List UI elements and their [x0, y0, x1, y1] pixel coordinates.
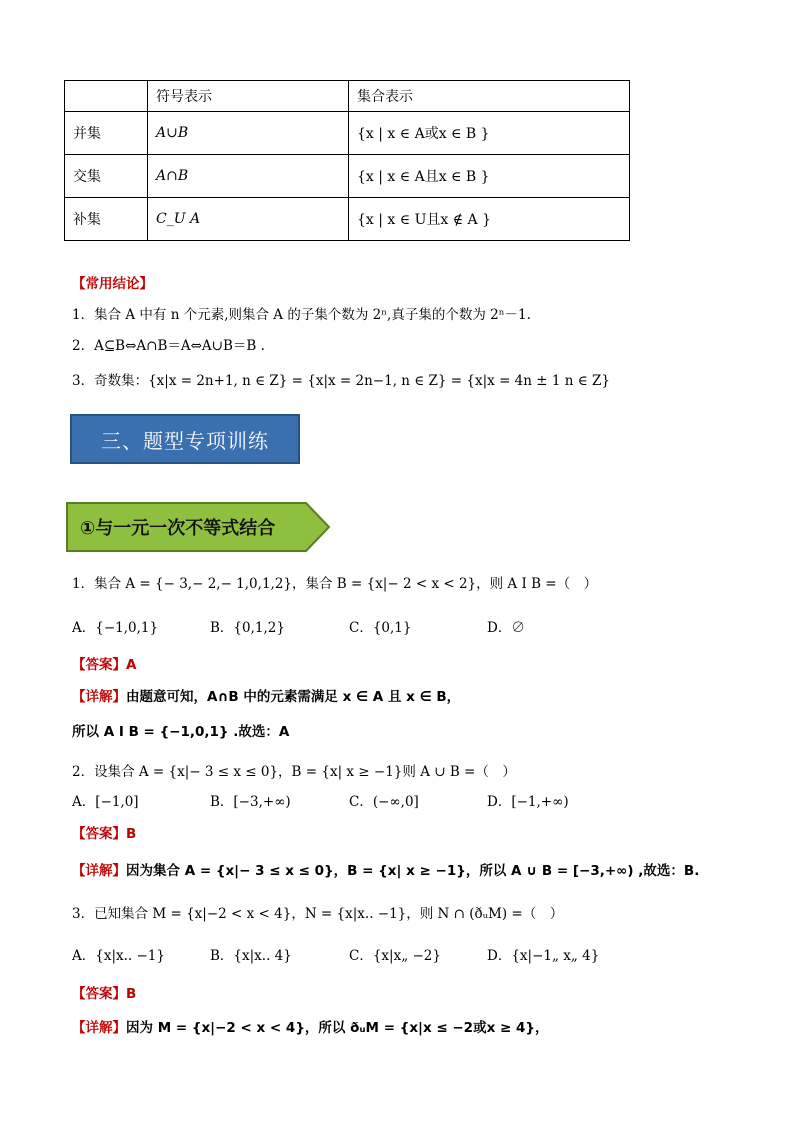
option-c: C．{x|x„ −2}	[349, 948, 441, 964]
table-cell: A∩B	[148, 155, 349, 198]
answer-value: B	[126, 826, 137, 842]
set-operations-table	[64, 80, 630, 241]
table-cell: 交集	[65, 155, 148, 198]
table-header-cell: 集合表示	[349, 81, 630, 112]
answer-line	[72, 653, 136, 673]
table-header-row	[65, 81, 630, 112]
subsection-title: ①与一元一次不等式结合	[80, 518, 276, 539]
detail-text: 因为集合 A = {x|− 3 ≤ x ≤ 0}，B = {x| x ≥ −1}，所以 A ∪ B = [−3,+∞) ,故选：B.	[126, 863, 700, 879]
option-a: A．{x|x.. −1}	[72, 948, 165, 964]
option-a: A．[−1,0]	[72, 794, 139, 810]
answer-line	[72, 822, 136, 842]
question-stem: 1．集合 A = {− 3,− 2,− 1,0,1,2}，集合 B = {x|− 2 < x < 2}，则 A I B =（ ）	[72, 576, 598, 592]
detail-text: 因为 M = {x|−2 < x < 4}，所以 ðᵤM = {x|x ≤ −2或x ≥ 4}，	[126, 1020, 549, 1036]
detail-line	[72, 859, 699, 879]
answer-value: A	[126, 657, 137, 673]
option-d: D．∅	[487, 620, 525, 636]
option-c: C．{0,1}	[349, 620, 412, 636]
table-header-cell: 符号表示	[148, 81, 349, 112]
detail-line	[72, 685, 460, 705]
table-cell: {x | x ∈ A或x ∈ B }	[349, 112, 630, 155]
subsection-header	[66, 502, 330, 552]
detail-line	[72, 1016, 549, 1036]
answer-line	[72, 982, 136, 1002]
conclusion-item: 1．集合 A 中有 n 个元素,则集合 A 的子集个数为 2ⁿ,真子集的个数为 2ⁿ－1.	[72, 307, 531, 323]
table-row	[65, 198, 630, 241]
option-a: A．{−1,0,1}	[72, 620, 159, 636]
conclusion-item: 2．A⊆B⇔A∩B＝A⇔A∪B＝B .	[72, 338, 265, 354]
answer-label: 【答案】	[72, 986, 126, 1002]
table-row	[65, 155, 630, 198]
table-cell: A∪B	[148, 112, 349, 155]
option-d: D．{x|−1„ x„ 4}	[487, 948, 600, 964]
answer-value: B	[126, 986, 137, 1002]
detail-text: 由题意可知，A∩B 中的元素需满足 x ∈ A 且 x ∈ B，	[126, 689, 461, 705]
section-banner: 三、题型专项训练	[70, 414, 300, 464]
conclusion-item: 3．奇数集：{x|x = 2n+1, n ∈ Z} = {x|x = 2n−1, n ∈ Z} = {x|x = 4n ± 1 n ∈ Z}	[72, 373, 610, 389]
option-d: D．[−1,+∞)	[487, 794, 569, 810]
option-c: C．(−∞,0]	[349, 794, 419, 810]
option-b: B．{0,1,2}	[210, 620, 285, 636]
option-b: B．{x|x.. 4}	[210, 948, 292, 964]
table-header-cell	[65, 81, 148, 112]
detail-text: 所以 A I B = {−1,0,1} .故选：A	[72, 724, 290, 740]
detail-label: 【详解】	[72, 689, 126, 705]
table-row	[65, 112, 630, 155]
detail-label: 【详解】	[72, 863, 126, 879]
option-b: B．[−3,+∞)	[210, 794, 291, 810]
table-cell: 并集	[65, 112, 148, 155]
conclusions-heading: 【常用结论】	[72, 276, 153, 292]
question-stem: 2．设集合 A = {x|− 3 ≤ x ≤ 0}，B = {x| x ≥ −1}则 A ∪ B =（ ）	[72, 764, 516, 780]
table-cell: {x | x ∈ U且x ∉ A }	[349, 198, 630, 241]
table-cell: C_U A	[148, 198, 349, 241]
question-stem: 3．已知集合 M = {x|−2 < x < 4}，N = {x|x.. −1}，则 N ∩ (ðᵤM) =（ ）	[72, 906, 564, 922]
table-cell: {x | x ∈ A且x ∈ B }	[349, 155, 630, 198]
answer-label: 【答案】	[72, 657, 126, 673]
answer-label: 【答案】	[72, 826, 126, 842]
table-cell: 补集	[65, 198, 148, 241]
detail-label: 【详解】	[72, 1020, 126, 1036]
